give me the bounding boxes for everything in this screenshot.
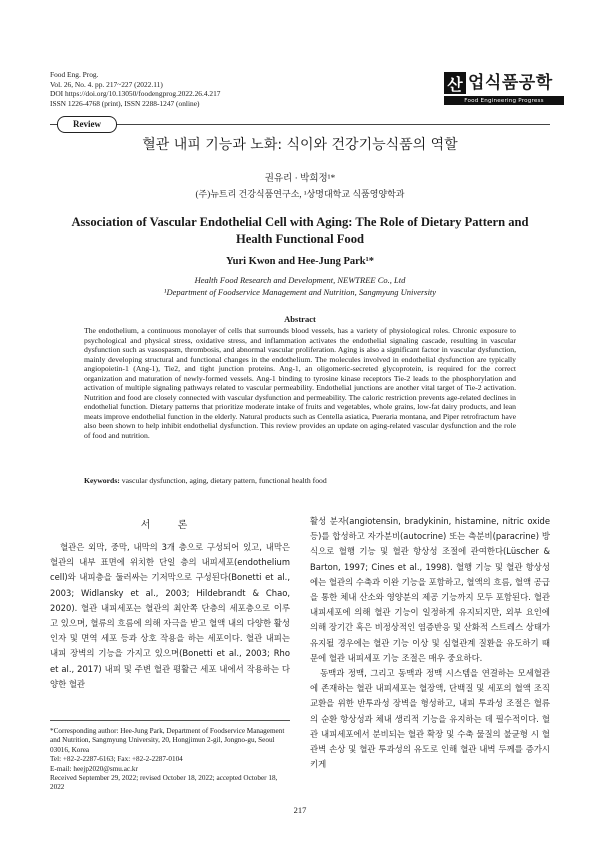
journal-volume: Vol. 26, No. 4. pp. 217~227 (2022.11)	[50, 79, 163, 89]
footnote-email[interactable]: E-mail: heejp2020@smu.ac.kr	[50, 764, 138, 773]
abstract-text: The endothelium, a continuous monolayer of cells that surrounds blood vessels, has a variety of physiological roles. Chronic exposure to psychological and physical stress, oxidative stress, and inflammation activates the endothelial signaling cascade, resulting in vascular dysfunction such as vasospasm, thrombosis, and abnormal vascular proliferation. Aging is also a significant factor in vascular dysfunction, mainly developing structural and functional changes in the endothelium. The molecules involved in endothelial dysfunction are typically angiopoietin-1 (Ang-1), Tie2, and tight junction proteins. Ang-1, an oligomeric-secreted glycoprotein, is required for the correct organization and maturation of newly-formed vessels. Ang-1 binding to tyrosine kinase receptors Tie-2 leads to the phosphorylation and activation of multiple signaling pathways related to vascular permeability. Endothelial junctions are another vital target of Tie-2 activation. Nutrition and food are closely connected with vascular dysfunction and permeability. The caloric restriction prevents age-related declines in endothelial function. Dietary patterns that prioritize moderate intake of fruits and vegetables, whole grains, low-fat dairy products, and lean meats improve endothelial function in the elderly. Natural products such as Centella asiatica, Pueraria montana, and Piper retrofractum have also been shown to help inhibit endothelial dysfunction. This review provides an update on aging-related vascular dysfunction and the role of food and nutrition.	[84, 326, 516, 440]
page-number: 217	[293, 805, 307, 815]
logo-box-char: 산	[444, 72, 466, 94]
article-type-badge: Review	[57, 116, 117, 133]
journal-name: Food Eng. Prog.	[50, 70, 99, 79]
korean-authors: 권유리 · 박희정¹*	[264, 174, 336, 184]
intro-paragraph-2: 동맥과 정맥, 그리고 동맥과 정맥 시스템을 연결하는 모세혈관에 존재하는 혈관 내피세포는 혈장액, 단백질 및 세포의 혈액 조직 교환을 위한 반투과성 장벽을 형성하고, 내피 투과성 조절은 혈류의 순환 항상성과 체내 생리적 기능을 유지하는 데 필수적이다. 혈관 내피세포에서 분비되는 혈관 확장 및 수축 물질의 불균형 시 혈관벽 손상 및 혈관 투과성의 유도로 인해 혈관 내벽 두께를 증가시키게	[310, 668, 550, 770]
journal-logo	[444, 70, 564, 108]
intro-paragraph-1: 혈관은 외막, 중막, 내막의 3개 층으로 구성되어 있고, 내막은 혈관의 내부 표면에 위치한 단일 층의 내피세포(endothelium cell)와 내피층을 둘러싸는 기저막으로 구성된다(Bonetti et al., 2003; Widlansky et al., 2003; Hildebrandt & Chao, 2020). 혈관 내피세포는 혈관의 최안쪽 단층의 세포층으로 이루고 있으며, 혈류의 흐름에 의해 자극을 받고 혈액 내의 다양한 활성 인자 및 면역 세포 등과 상호 작용을 하는 세포이다. 혈관 내피는 내피 장벽의 기능을 가지고 있으며(Bonetti et al., 2003; Rho et al., 2017) 내피 및 주변 혈관 평활근 세포 내에서 작용하는 다양한 혈관	[50, 542, 290, 689]
keywords	[84, 476, 516, 485]
body-column-right	[310, 514, 550, 772]
english-affiliation	[50, 275, 550, 298]
journal-doi[interactable]: DOI https://doi.org/10.13050/foodengprog.2022.26.4.217	[50, 89, 221, 99]
section-heading-intro: 서 론	[140, 520, 200, 531]
english-title: Association of Vascular Endothelial Cell with Aging: The Role of Dietary Pattern and Health Functional Food	[71, 215, 529, 246]
affiliation-1: Health Food Research and Development, NEWTREE Co., Ltd	[194, 275, 406, 285]
korean-title: 혈관 내피 기능과 노화: 식이와 건강기능식품의 역할	[142, 137, 458, 153]
abstract-heading: Abstract	[284, 314, 316, 324]
journal-meta	[50, 70, 390, 108]
journal-issn: ISSN 1226-4768 (print), ISSN 2288-1247 (online)	[50, 98, 200, 108]
footnote-dates: Received September 29, 2022; revised October 18, 2022; accepted October 18, 2022	[50, 774, 278, 792]
keywords-label: Keywords:	[84, 476, 120, 485]
logo-subtitle: Food Engineering Progress	[444, 96, 564, 105]
header-rule	[50, 124, 550, 125]
keywords-list: vascular dysfunction, aging, dietary pattern, functional health food	[121, 476, 327, 485]
logo-text: 업식품공학	[468, 73, 553, 93]
affiliation-2: ¹Department of Foodservice Management and Nutrition, Sangmyung University	[163, 286, 437, 297]
english-authors: Yuri Kwon and Hee-Jung Park¹*	[225, 256, 375, 267]
footnote	[50, 727, 290, 793]
footnote-rule	[50, 720, 290, 721]
footnote-corresponding: *Corresponding author: Hee-Jung Park, Department of Foodservice Management and Nutrition, Sangmyung University, 20, Hongjimun 2-gil, Jongno-gu, Seoul 03016, Korea	[50, 727, 285, 754]
body-column-left	[50, 540, 290, 692]
footnote-phone: Tel: +82-2-2287-6163; Fax: +82-2-2287-0104	[50, 755, 183, 764]
korean-affiliation: (주)뉴트리 건강식품연구소, ¹상명대학교 식품영양학과	[195, 189, 405, 199]
intro-paragraph-1-cont: 활성 분자(angiotensin, bradykinin, histamine, nitric oxide 등)를 합성하고 자가분비(autocrine) 또는 측분비(paracrine) 방식으로 혈행 기능 및 혈관 항상성 조절에 관여한다(Lüscher & Barton, 1997; Cines et al., 1998). 혈행 기능 및 혈관 항상성에는 혈관의 수축과 이완 기능을 포함하고, 혈액의 흐름, 혈액 공급을 통한 체내 산소와 영양분의 제공 기능까지 모두 포함된다. 혈관 내피세포에 의해 혈관 기능이 일정하게 유지되지만, 외부 요인에 의해 장기간 혹은 비정상적인 염증반응 및 산화적 스트레스 상태가 유지될 경우에는 혈관 기능 이상 및 심혈관계 질환을 유도하기 때문에 혈관 내피세포 기능 조절은 매우 중요하다.	[310, 516, 550, 663]
